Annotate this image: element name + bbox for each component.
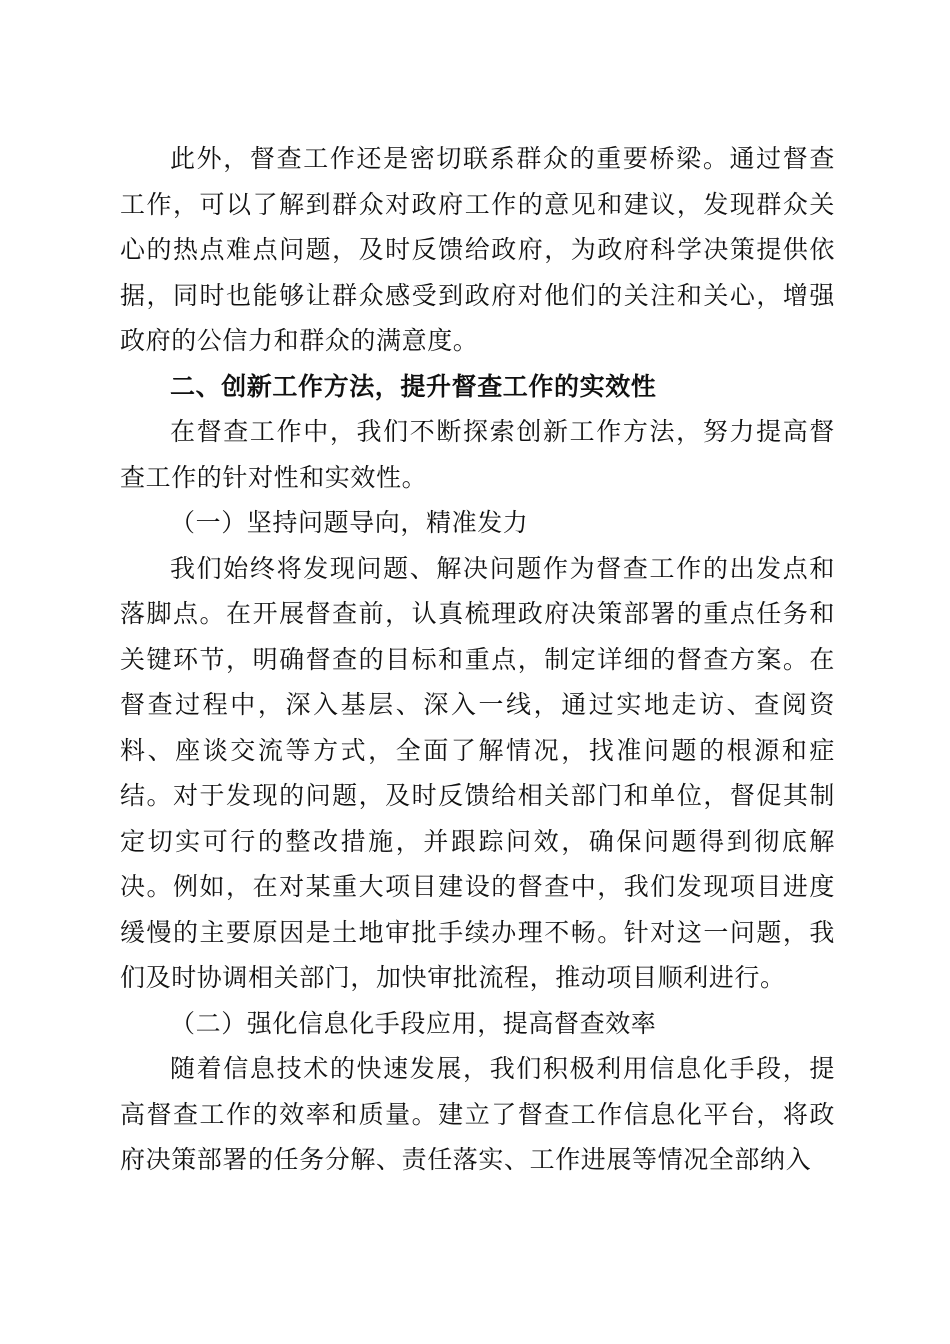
- section-heading: 二、创新工作方法，提升督查工作的实效性: [170, 371, 657, 401]
- body-paragraph: 随着信息技术的快速发展，我们积极利用信息化手段，提高督查工作的效率和质量。建立了督查工作信息化平台，将政府决策部署的任务分解、责任落实、工作进展等情况全部纳入: [120, 1054, 835, 1174]
- body-paragraph: 此外，督查工作还是密切联系群众的重要桥梁。通过督查工作，可以了解到群众对政府工作的意见和建议，发现群众关心的热点难点问题，及时反馈给政府，为政府科学决策提供依据，同时也能够让群众感受到政府对他们的关注和关心，增强政府的公信力和群众的满意度。: [120, 144, 835, 355]
- body-paragraph: 在督查工作中，我们不断探索创新工作方法，努力提高督查工作的针对性和实效性。: [120, 417, 835, 492]
- document-body: [120, 136, 835, 1183]
- body-paragraph: 我们始终将发现问题、解决问题作为督查工作的出发点和落脚点。在开展督查前，认真梳理政府决策部署的重点任务和关键环节，明确督查的目标和重点，制定详细的督查方案。在督查过程中，深入基层、深入一线，通过实地走访、查阅资料、座谈交流等方式，全面了解情况，找准问题的根源和症结。对于发现的问题，及时反馈给相关部门和单位，督促其制定切实可行的整改措施，并跟踪问效，确保问题得到彻底解决。例如，在对某重大项目建设的督查中，我们发现项目进度缓慢的主要原因是土地审批手续办理不畅。针对这一问题，我们及时协调相关部门，加快审批流程，推动项目顺利进行。: [120, 553, 835, 992]
- subsection-heading: （一）坚持问题导向，精准发力: [170, 508, 529, 537]
- subsection-heading: （二）强化信息化手段应用，提高督查效率: [170, 1008, 657, 1038]
